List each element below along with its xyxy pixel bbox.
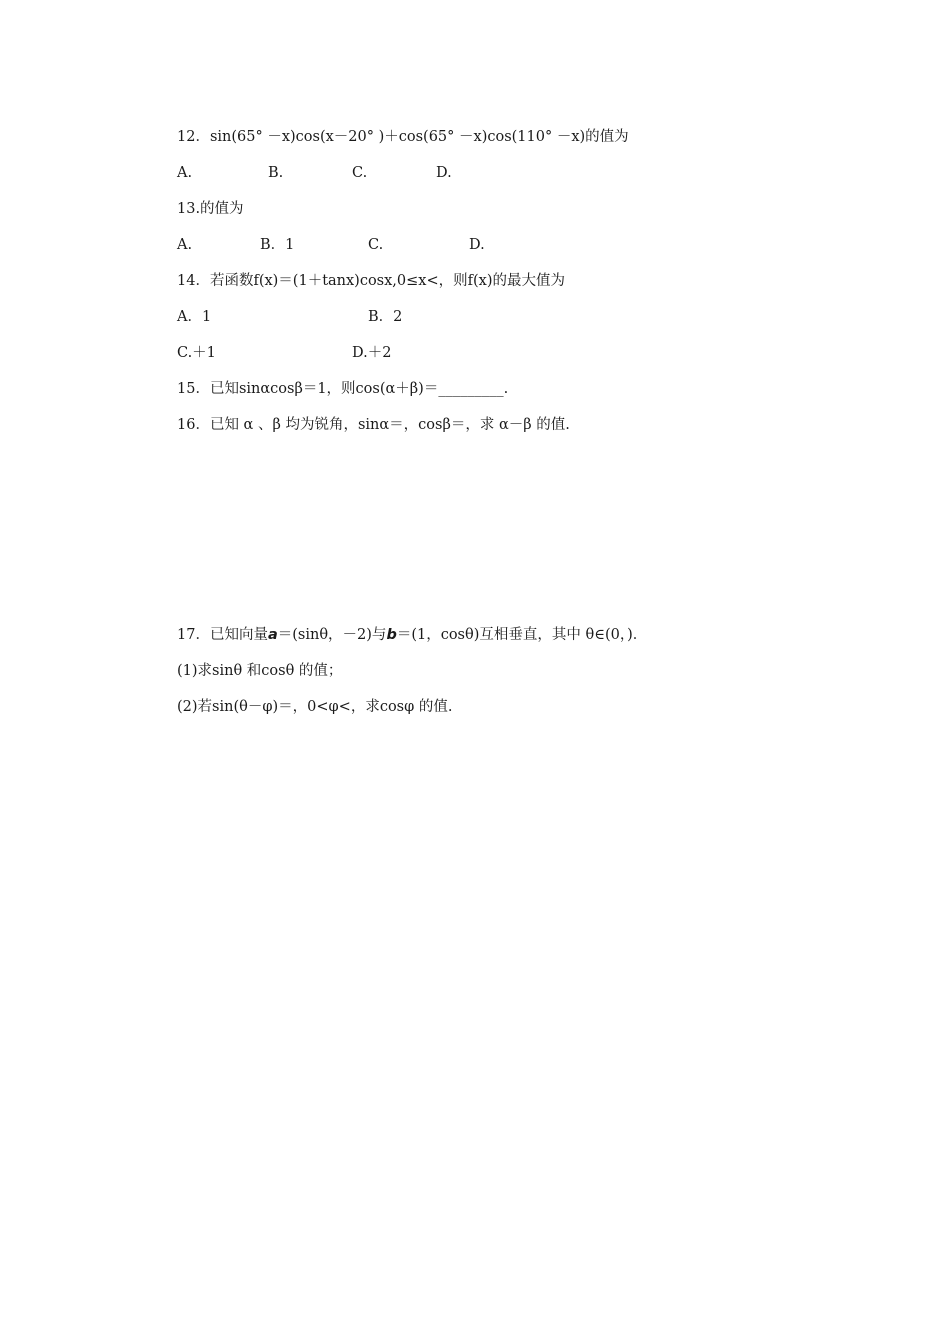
question-17-sub1: (1)求sinθ 和cosθ 的值； [177, 663, 343, 679]
question-15-stem: 15．已知sinαcosβ＝1，则cos(α＋β)＝_________. [177, 381, 509, 397]
question-13-option-d: D. [469, 237, 485, 253]
question-17-stem-part3: ＝(1，cosθ)互相垂直，其中 θ∈(0，)． [396, 627, 648, 643]
question-14-option-b: B．2 [368, 309, 403, 325]
question-16-stem: 16．已知 α 、β 均为锐角，sinα＝，cosβ＝，求 α－β 的值. [177, 417, 570, 433]
question-12-option-c: C. [352, 165, 368, 181]
question-13-option-a: A. [177, 237, 193, 253]
question-13-option-c: C. [368, 237, 384, 253]
question-13-stem: 13.的值为 [177, 201, 244, 217]
question-17-stem-part1: 17．已知向量 [177, 627, 268, 643]
question-14-option-a: A．1 [177, 309, 212, 325]
question-17-sub2: (2)若sin(θ－φ)＝，0<φ<，求cosφ 的值. [177, 699, 453, 715]
vector-a-symbol: a [267, 627, 278, 643]
question-17-stem-part2: ＝(sinθ，－2)与 [277, 627, 387, 643]
question-12-option-d: D. [436, 165, 452, 181]
question-17-stem [177, 625, 647, 645]
question-12-stem: 12．sin(65° －x)cos(x－20° )＋cos(65° －x)cos(110° －x)的值为 [177, 129, 629, 145]
question-14-stem: 14．若函数f(x)＝(1＋tanx)cosx,0≤x<，则f(x)的最大值为 [177, 273, 565, 289]
question-13-option-b: B．1 [260, 237, 295, 253]
question-14-option-d: D.＋2 [352, 345, 392, 361]
vector-b-symbol: b [386, 627, 397, 643]
question-14-option-c: C.＋1 [177, 345, 216, 361]
question-12-option-a: A. [177, 165, 193, 181]
question-12-option-b: B. [268, 165, 284, 181]
